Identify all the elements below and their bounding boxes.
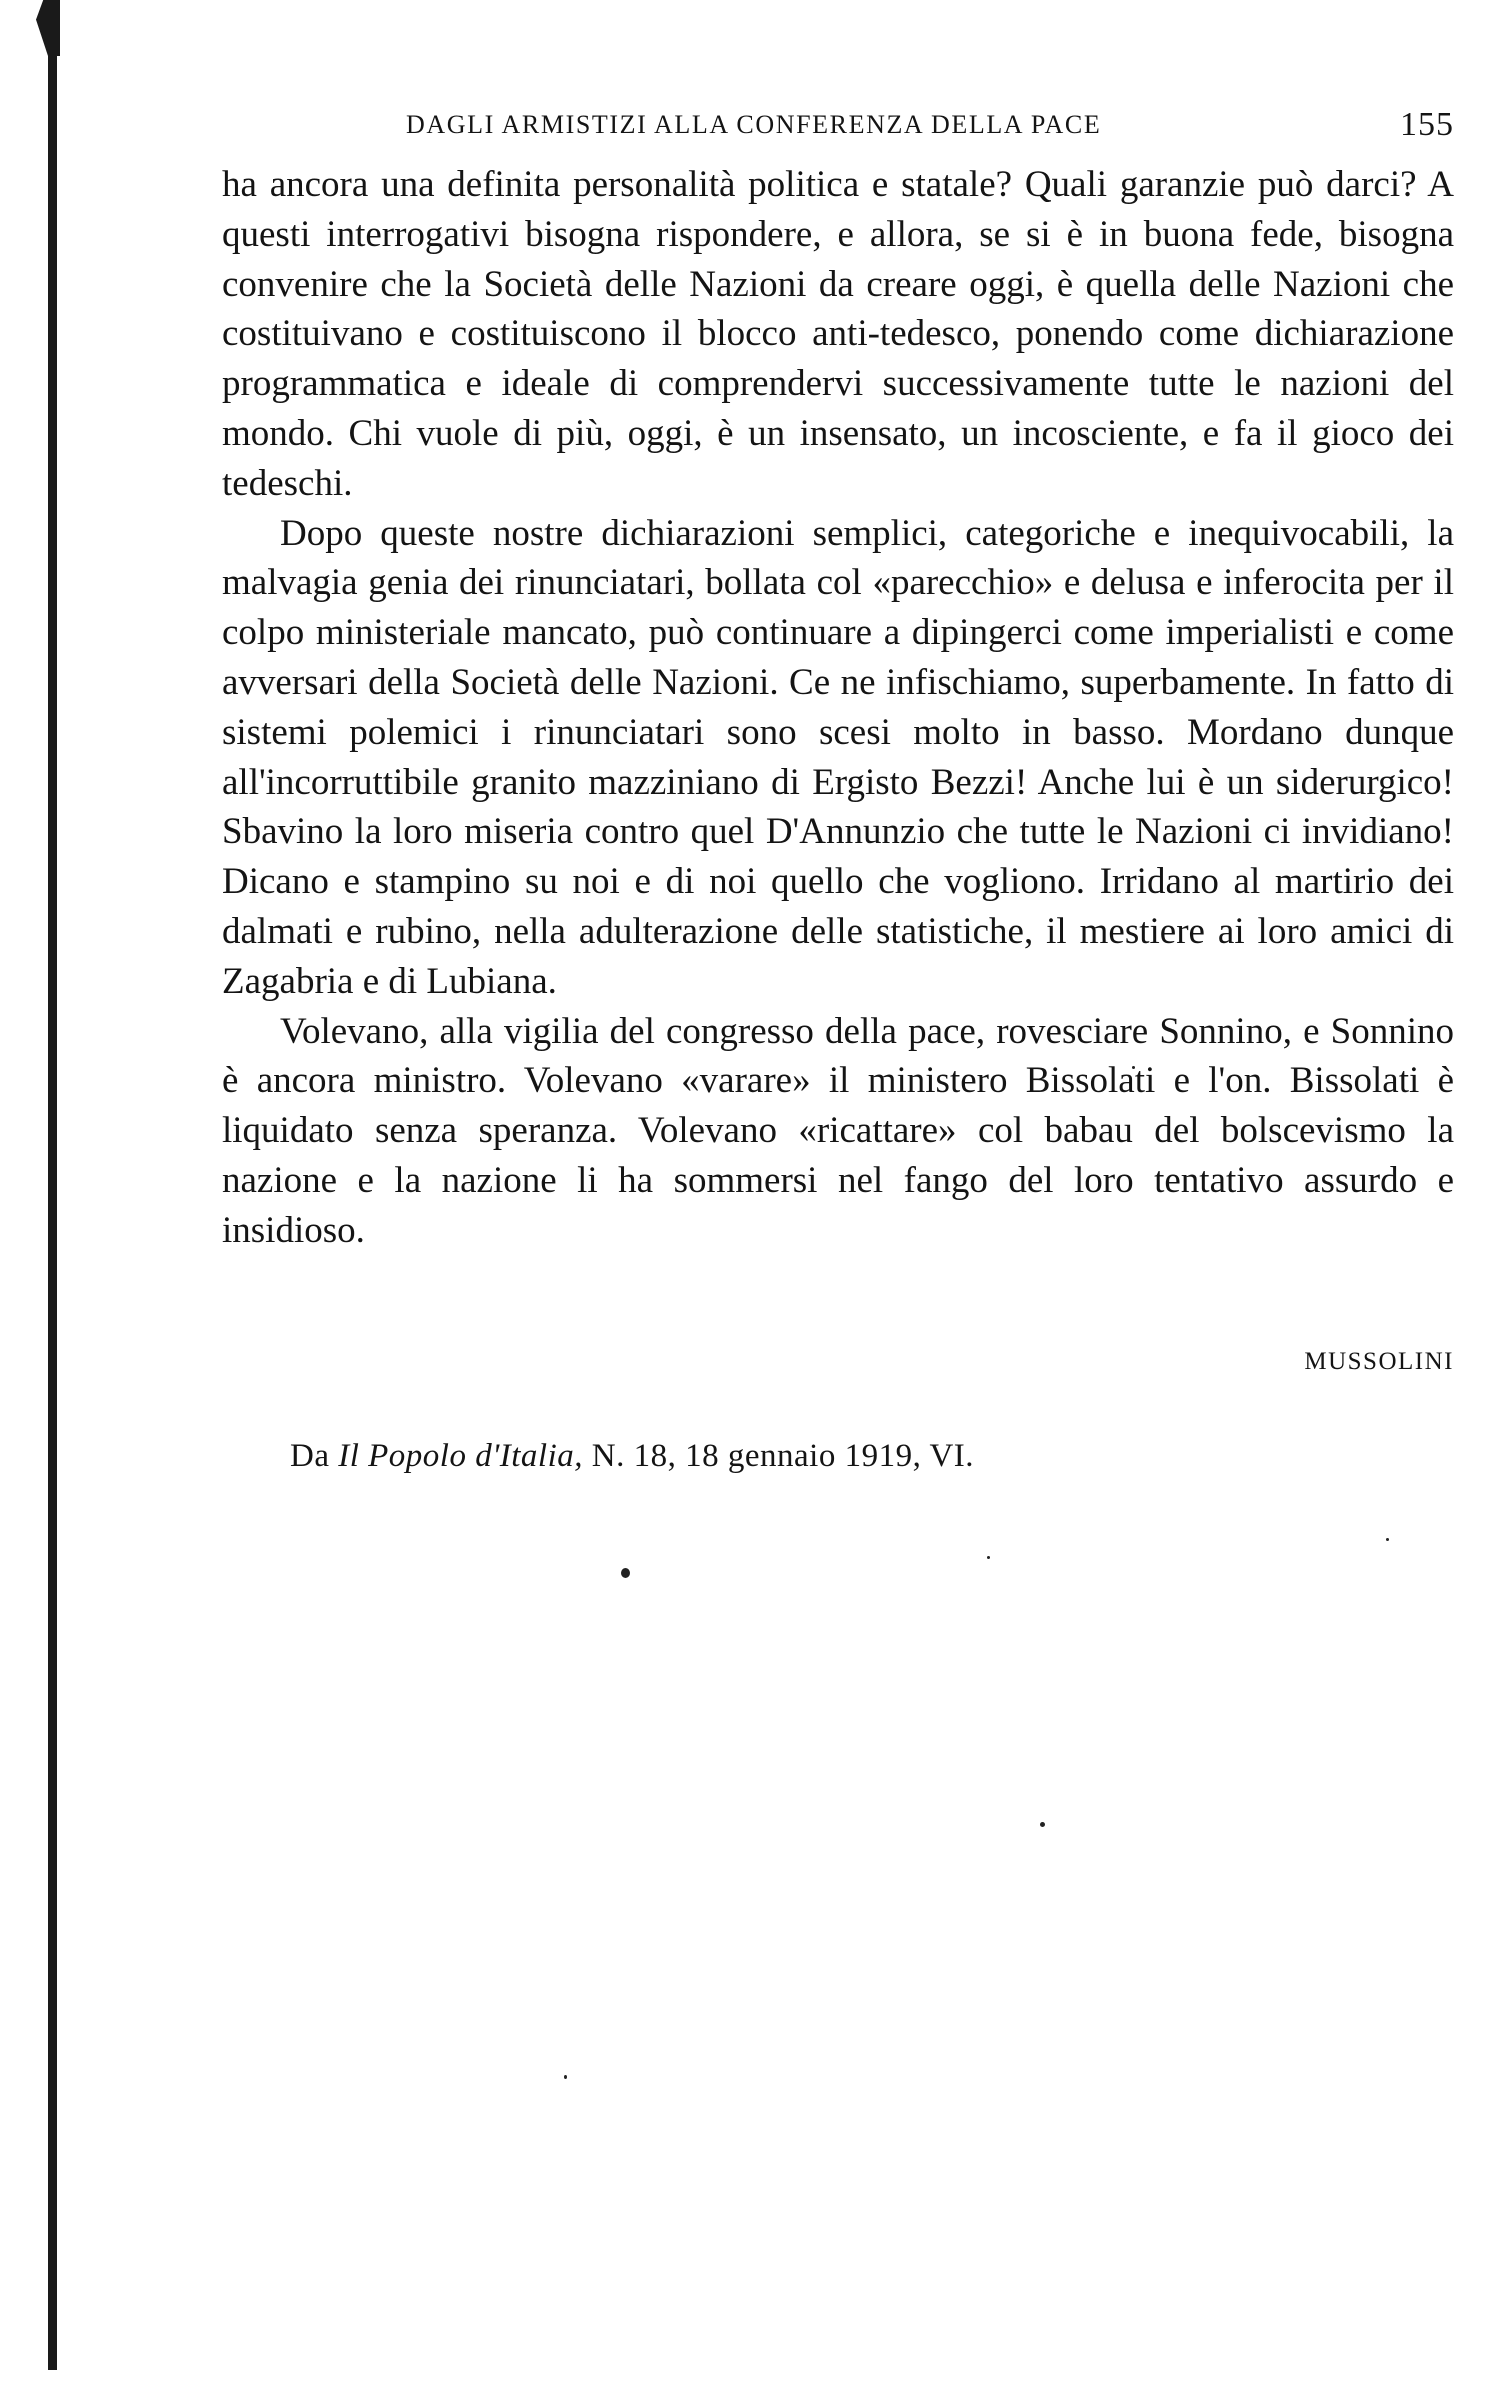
paragraph: Volevano, alla vigilia del congresso della pace, rovesciare Sonnino, e Sonnino è ancora ministro. Volevano «varare» il ministero Bissolati e l'on. Bissolati è liquidato senza speranza. Volevano «ricattare» col babau del bolscevismo la nazione e la nazione li ha sommersi nel fango del loro tentativo assurdo e insidioso. [222, 1010, 1454, 1251]
page-number: 155 [1400, 106, 1454, 143]
scan-speck [621, 1568, 630, 1578]
body-text [222, 160, 1454, 1256]
book-page [222, 100, 1454, 1475]
source-prefix: Da [290, 1437, 330, 1474]
paragraph: ha ancora una definita personalità politica e statale? Quali garanzie può darci? A questi interrogativi bisogna rispondere, e allora, se si è in buona fede, bisogna convenire che la Società delle Nazioni da creare oggi, è quella delle Nazioni che costituivano e costituiscono il blocco anti-tedesco, ponendo come dichiarazione programmatica e ideale di comprendervi successivamente tutte le nazioni del mondo. Chi vuole di più, oggi, è un insensato, un incosciente, e fa il gioco dei tedeschi. [222, 164, 1454, 504]
source-details: N. 18, 18 gennaio 1919, VI. [591, 1437, 975, 1474]
author-signature: MUSSOLINI [1304, 1347, 1454, 1375]
scan-speck [1386, 1538, 1389, 1541]
scan-speck [564, 2075, 567, 2079]
scan-speck [1040, 1822, 1045, 1827]
paragraph: Dopo queste nostre dichiarazioni semplici, categoriche e inequivocabili, la malvagia genia dei rinunciatari, bollata col «parecchio» e delusa e inferocita per il colpo ministeriale mancato, può continuare a dipingerci come imperialisti e come avversari della Società delle Nazioni. Ce ne infischiamo, superbamente. In fatto di sistemi polemici i rinunciatari sono scesi molto in basso. Mordano dunque all'incorruttibile granito mazziniano di Ergisto Bezzi! Anche lui è un siderurgico! Sbavino la loro miseria contro quel D'Annunzio che tutte le Nazioni ci invidiano! Dicano e stampino su noi e di noi quello che vogliono. Irridano al martirio dei dalmati e rubino, nella adulterazione delle statistiche, il mestiere ai loro amici di Zagabria e di Lubiana. [222, 512, 1454, 1002]
binding-edge [48, 30, 57, 2370]
source-citation [290, 1438, 1454, 1475]
scan-speck [987, 1556, 990, 1559]
running-title: DAGLI ARMISTIZI ALLA CONFERENZA DELLA PACE [406, 110, 1102, 139]
source-journal: Il Popolo d'Italia, [338, 1437, 584, 1474]
running-head [222, 100, 1454, 160]
